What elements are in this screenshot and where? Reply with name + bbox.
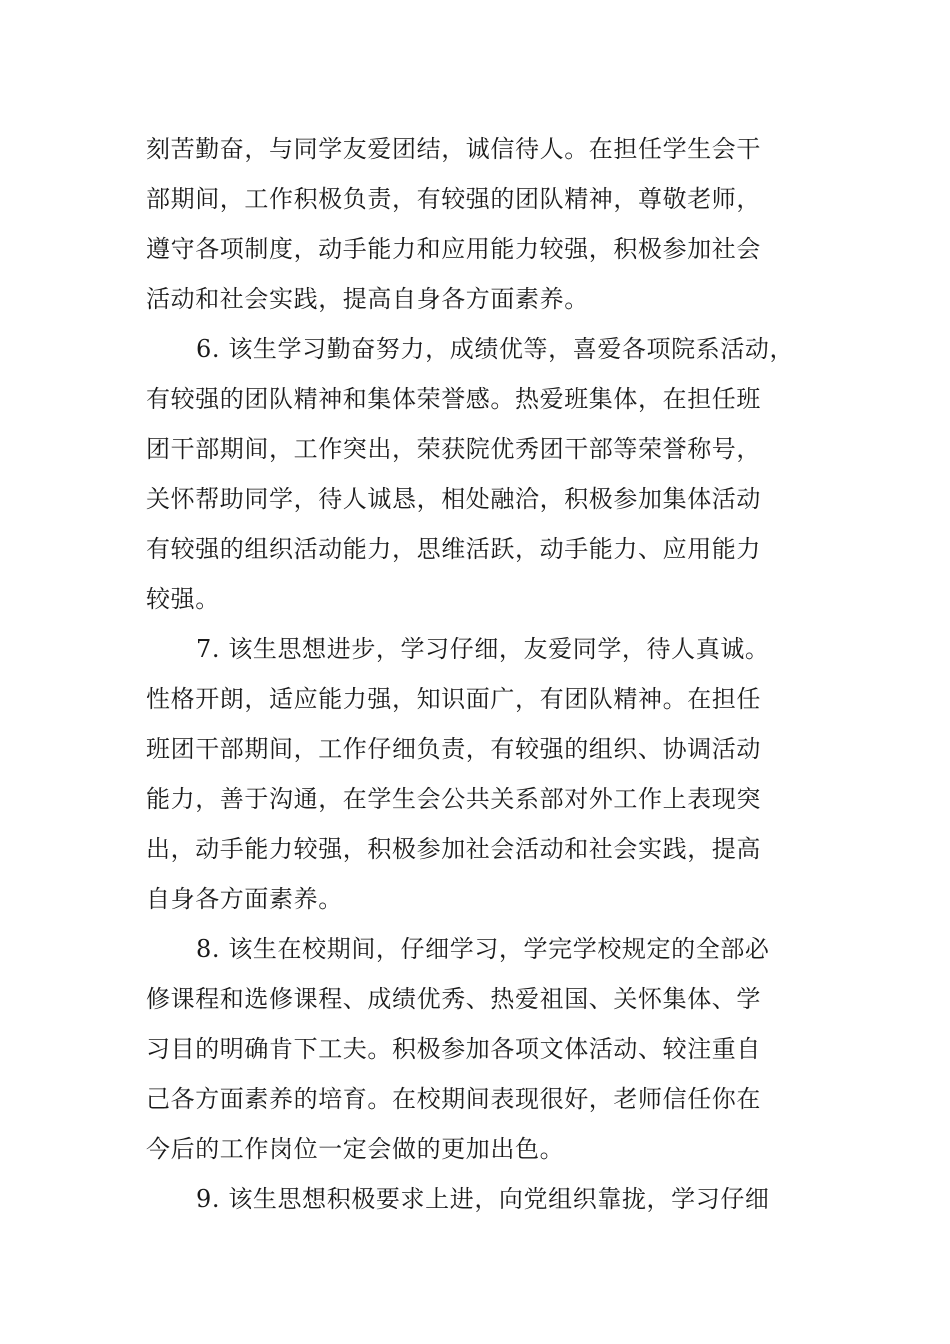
text-line: 有较强的组织活动能力，思维活跃，动手能力、应用能力 bbox=[146, 535, 761, 563]
text-line: 习目的明确肯下工夫。积极参加各项文体活动、较注重自 bbox=[146, 1035, 761, 1063]
text-line: 活动和社会实践，提高自身各方面素养。 bbox=[146, 285, 589, 313]
paragraph-9-first-line: 9. 该生思想积极要求上进，向党组织靠拢，学习仔细 bbox=[196, 1185, 770, 1213]
text-line: 部期间，工作积极负责，有较强的团队精神，尊敬老师， bbox=[146, 185, 761, 213]
text-line: 出，动手能力较强，积极参加社会活动和社会实践，提高 bbox=[146, 835, 761, 863]
text-line: 己各方面素养的培育。在校期间表现很好，老师信任你在 bbox=[146, 1085, 761, 1113]
text-line: 较强。 bbox=[146, 585, 220, 613]
text-line: 有较强的团队精神和集体荣誉感。热爱班集体，在担任班 bbox=[146, 385, 761, 413]
text-line: 班团干部期间，工作仔细负责，有较强的组织、协调活动 bbox=[146, 735, 761, 763]
text-line: 今后的工作岗位一定会做的更加出色。 bbox=[146, 1135, 565, 1163]
text-line: 团干部期间，工作突出，荣获院优秀团干部等荣誉称号， bbox=[146, 435, 761, 463]
text-line: 自身各方面素养。 bbox=[146, 885, 343, 913]
text-line: 修课程和选修课程、成绩优秀、热爱祖国、关怀集体、学 bbox=[146, 985, 761, 1013]
text-line: 关怀帮助同学，待人诚恳，相处融洽，积极参加集体活动 bbox=[146, 485, 761, 513]
text-line: 刻苦勤奋，与同学友爱团结，诚信待人。在担任学生会干 bbox=[146, 135, 761, 163]
text-line: 能力，善于沟通，在学生会公共关系部对外工作上表现突 bbox=[146, 785, 761, 813]
paragraph-8-first-line: 8. 该生在校期间，仔细学习，学完学校规定的全部必 bbox=[196, 935, 770, 963]
text-line: 性格开朗，适应能力强，知识面广，有团队精神。在担任 bbox=[146, 685, 761, 713]
document-body bbox=[146, 124, 826, 1224]
paragraph-7-first-line: 7. 该生思想进步，学习仔细，友爱同学，待人真诚。 bbox=[196, 635, 770, 663]
paragraph-6-first-line: 6. 该生学习勤奋努力，成绩优等，喜爱各项院系活动， bbox=[196, 335, 795, 363]
text-line: 遵守各项制度，动手能力和应用能力较强，积极参加社会 bbox=[146, 235, 761, 263]
